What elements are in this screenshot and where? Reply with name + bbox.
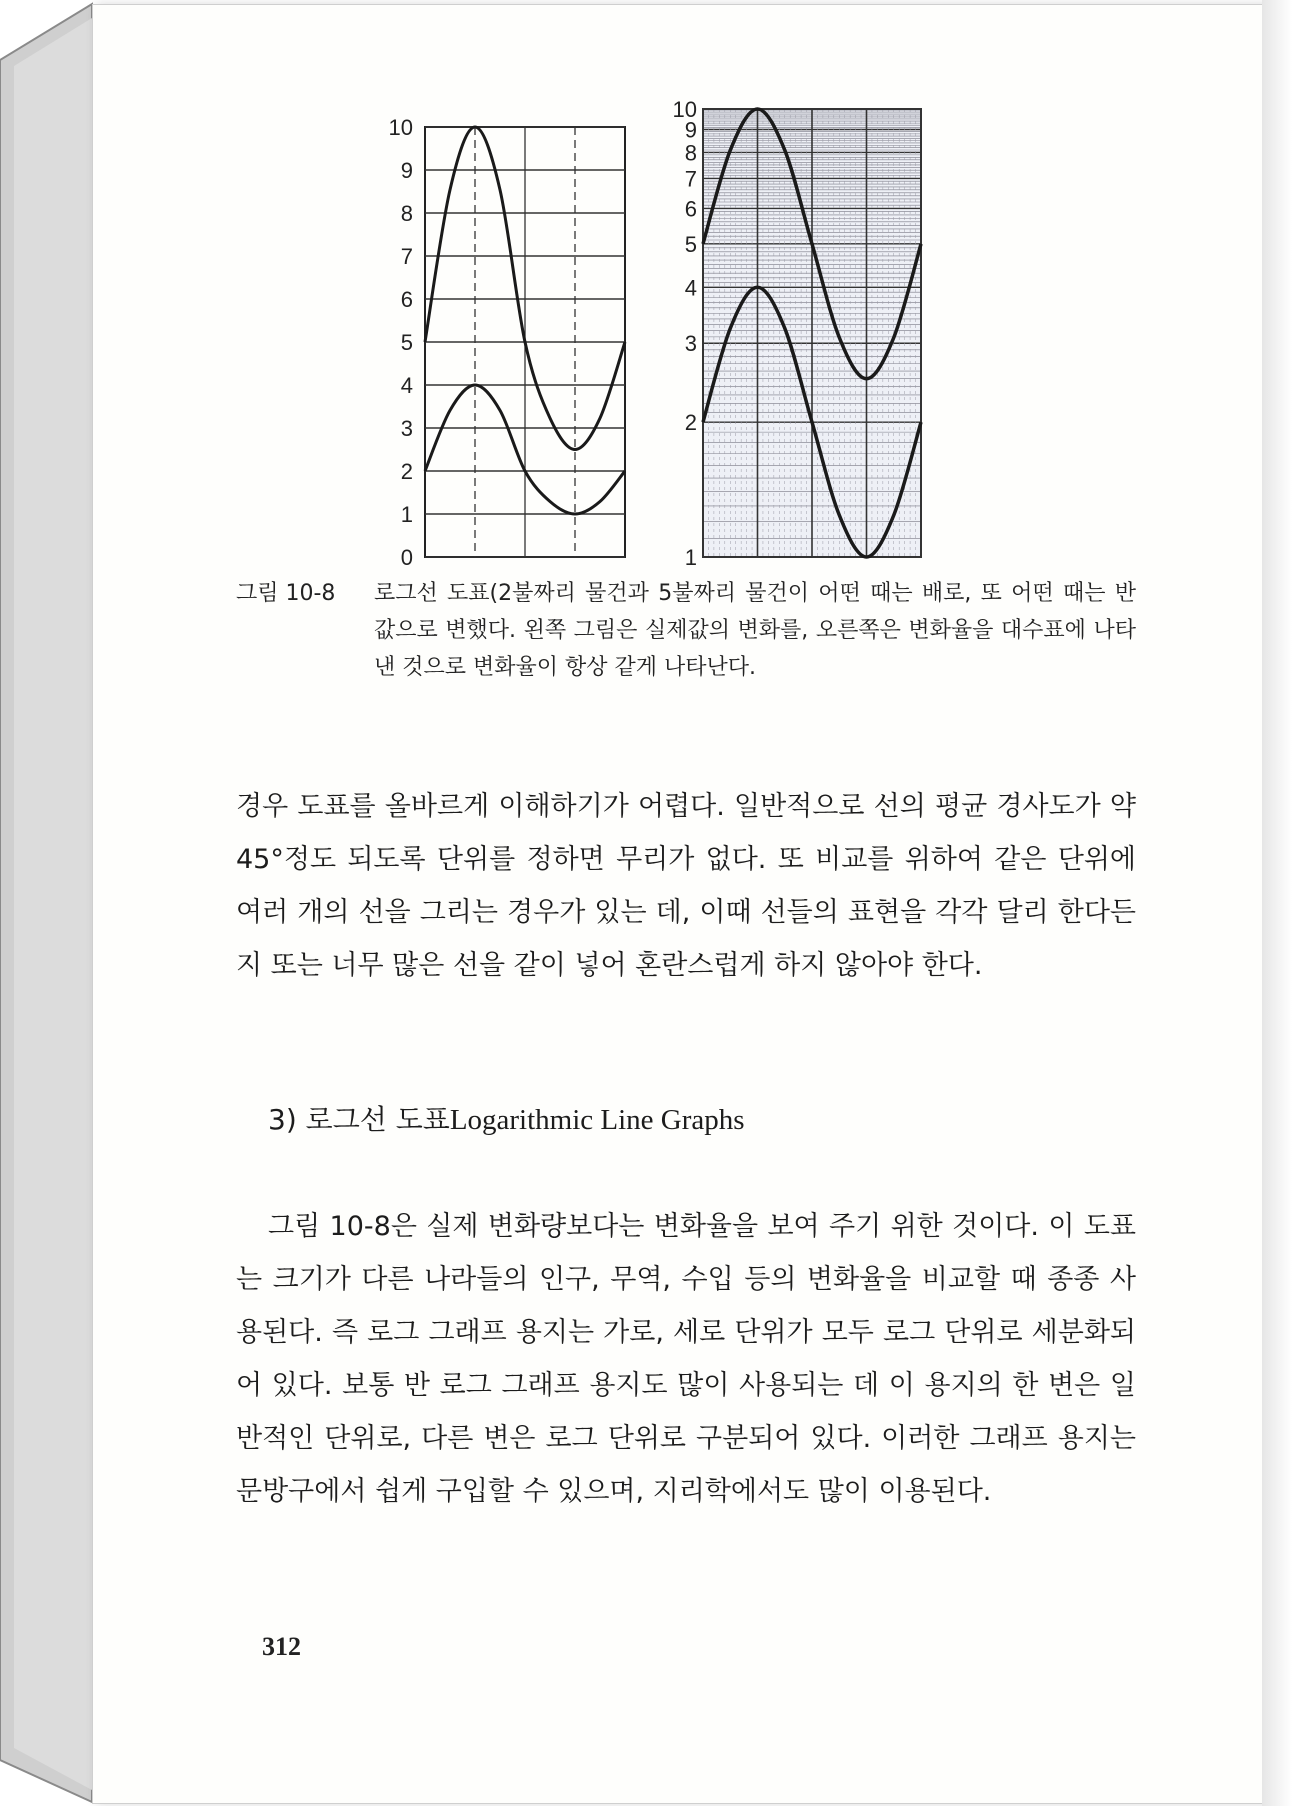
log-chart-yticks	[673, 97, 697, 570]
page-shadow	[1262, 0, 1292, 1806]
log-ytick-label: 3	[684, 331, 697, 357]
linear-ytick-label: 8	[400, 201, 413, 226]
heading-korean: 로그선 도표	[305, 1103, 450, 1136]
page-number: 312	[262, 1632, 301, 1661]
linear-ytick-label: 1	[400, 502, 413, 527]
paragraph-1: 경우 도표를 올바르게 이해하기가 어렵다. 일반적으로 선의 평균 경사도가 약 45°정도 되도록 단위를 정하면 무리가 없다. 또 비교를 위하여 같은 단위에 여러 개의 선을 그리는 경우가 있는 데, 이때 선들의 표현을 각각 달리 한다든지 또는 너무 많은 선을 같이 넣어 혼란스럽게 하지 않아야 한다.	[236, 791, 1136, 981]
linear-ytick-label: 5	[400, 330, 413, 355]
log-ytick-label: 10	[672, 97, 697, 122]
log-ytick-label: 8	[684, 140, 697, 166]
log-ytick-label: 2	[684, 410, 697, 436]
linear-ytick-label: 10	[388, 115, 413, 140]
log-ytick-label: 4	[684, 275, 697, 301]
log-ytick-label: 6	[684, 196, 697, 222]
heading-english: Logarithmic Line Graphs	[449, 1104, 745, 1136]
linear-ytick-label: 0	[400, 545, 413, 570]
linear-ytick-label: 2	[400, 459, 413, 484]
linear-chart-yticks	[389, 115, 413, 570]
section-heading	[268, 1098, 745, 1138]
figure-10-8	[380, 97, 960, 570]
paragraph-2: 그림 10-8은 실제 변화량보다는 변화율을 보여 주기 위한 것이다. 이 도표는 크기가 다른 나라들의 인구, 무역, 수입 등의 변화율을 비교할 때 종종 사용된다. 즉 로그 그래프 용지는 가로, 세로 단위가 모두 로그 단위로 세분화되어 있다. 보통 반 로그 그래프 용지도 많이 사용되는 데 이 용지의 한 변은 일반적인 단위로, 다른 변은 로그 단위로 구분되어 있다. 이러한 그래프 용지는 문방구에서 쉽게 구입할 수 있으며, 지리학에서도 많이 이용된다.	[236, 1211, 1136, 1507]
log-ytick-label: 1	[684, 545, 697, 570]
heading-number: 3)	[268, 1103, 297, 1136]
figure-caption	[236, 575, 1136, 686]
linear-ytick-label: 7	[400, 244, 413, 269]
linear-ytick-label: 3	[400, 416, 413, 441]
log-ytick-label: 7	[684, 166, 697, 192]
log-chart-grid	[703, 109, 921, 557]
linear-chart	[389, 115, 625, 570]
figure-label: 그림 10-8	[236, 581, 336, 606]
log-ytick-label: 9	[684, 117, 697, 143]
log-chart	[673, 97, 921, 570]
log-ytick-label: 5	[684, 231, 697, 257]
linear-ytick-label: 9	[400, 158, 413, 183]
figure-caption-text: 로그선 도표(2불짜리 물건과 5불짜리 물건이 어떤 때는 배로, 또 어떤 때는 반 값으로 변했다. 왼쪽 그림은 실제값의 변화를, 오른쪽은 변화율을 대수표에 나타낸 것으로 변화율이 항상 같게 나타난다.	[374, 581, 1136, 680]
linear-ytick-label: 4	[400, 373, 413, 398]
linear-ytick-label: 6	[400, 287, 413, 312]
